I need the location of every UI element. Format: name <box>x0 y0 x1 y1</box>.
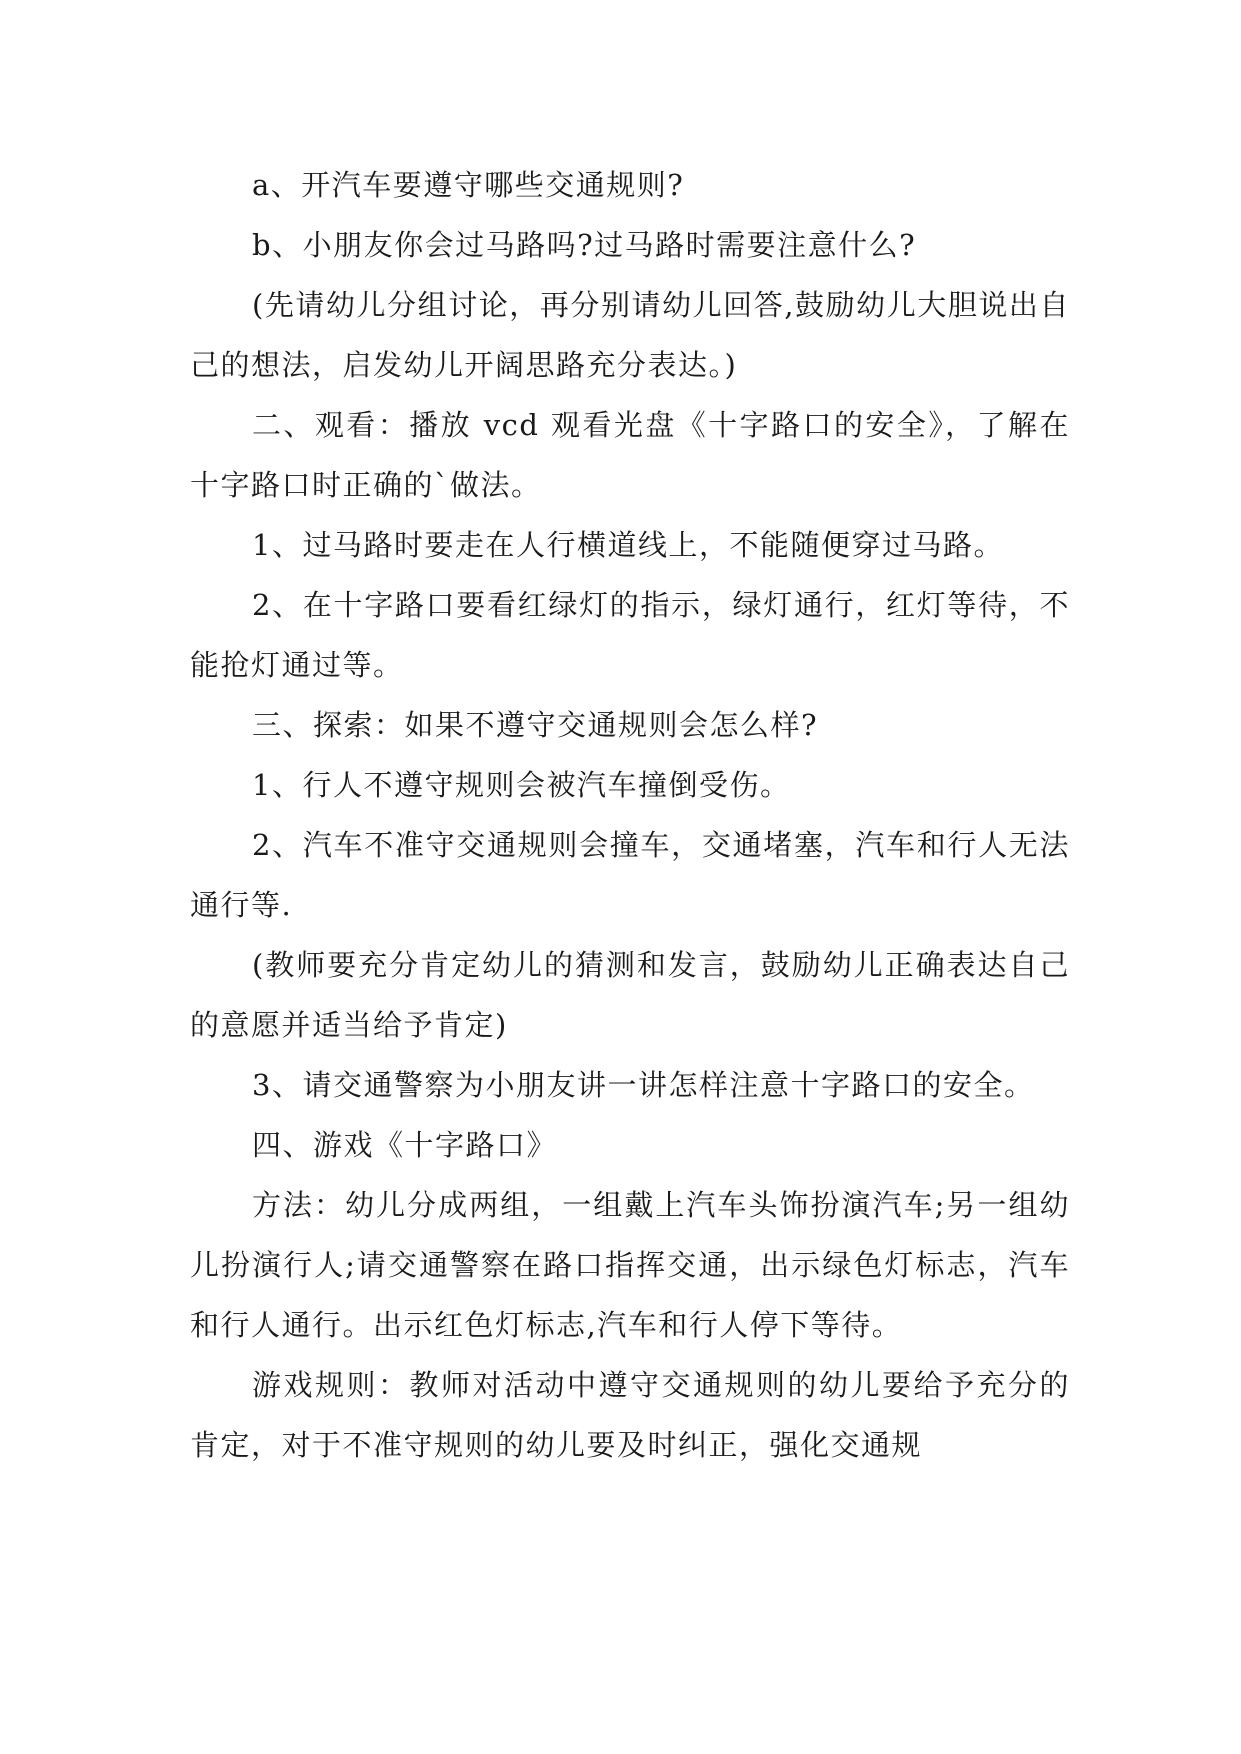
paragraph-watch-item-2: 2、在十字路口要看红绿灯的指示，绿灯通行，红灯等待，不能抢灯通过等。 <box>190 588 1070 682</box>
paragraph-question-a: a、开汽车要遵守哪些交通规则? <box>252 168 685 202</box>
paragraph-game-method: 方法：幼儿分成两组，一组戴上汽车头饰扮演汽车;另一组幼儿扮演行人;请交通警察在路口指挥交通，出示绿色灯标志，汽车和行人通行。出示红色灯标志,汽车和行人停下等待。 <box>190 1188 1070 1342</box>
paragraph-watch-item-1: 1、过马路时要走在人行横道线上，不能随便穿过马路。 <box>252 528 1004 562</box>
paragraph-explore-item-2: 2、汽车不准守交通规则会撞车，交通堵塞，汽车和行人无法通行等. <box>190 828 1070 922</box>
document-body <box>190 155 1070 1475</box>
paragraph-teacher-note: (教师要充分肯定幼儿的猜测和发言，鼓励幼儿正确表达自己的意愿并适当给予肯定) <box>190 948 1070 1042</box>
paragraph-section-watch: 二、观看：播放 vcd 观看光盘《十字路口的安全》，了解在十字路口时正确的`做法。 <box>190 408 1070 502</box>
paragraph-section-explore: 三、探索：如果不遵守交通规则会怎么样? <box>252 708 819 742</box>
paragraph-explore-item-1: 1、行人不遵守规则会被汽车撞倒受伤。 <box>252 768 791 802</box>
paragraph-explore-item-3: 3、请交通警察为小朋友讲一讲怎样注意十字路口的安全。 <box>252 1068 1035 1102</box>
paragraph-section-game: 四、游戏《十字路口》 <box>252 1128 558 1162</box>
paragraph-game-rules: 游戏规则：教师对活动中遵守交通规则的幼儿要给予充分的肯定，对于不准守规则的幼儿要及时纠正，强化交通规 <box>190 1368 1070 1462</box>
paragraph-discussion-note: (先请幼儿分组讨论，再分别请幼儿回答,鼓励幼儿大胆说出自己的想法，启发幼儿开阔思路充分表达。) <box>190 288 1070 382</box>
paragraph-question-b: b、小朋友你会过马路吗?过马路时需要注意什么? <box>252 228 917 262</box>
